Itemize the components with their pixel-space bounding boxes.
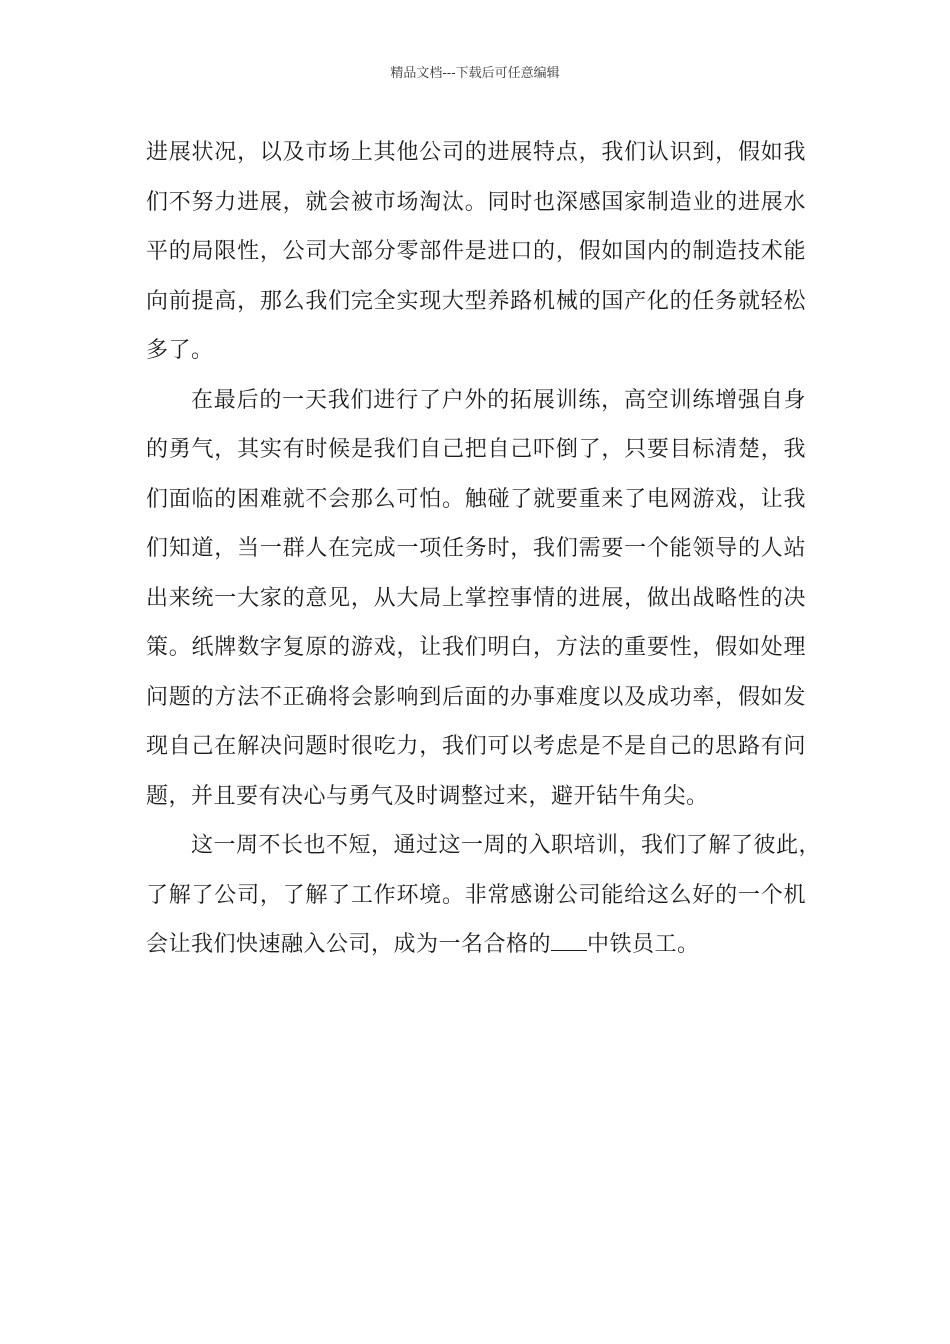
text-segment: 会让我们快速融入公司，成为一名合格的 bbox=[146, 932, 552, 957]
page-header: 精品文档---下载后可任意编辑 bbox=[390, 66, 560, 81]
text-line: 平的局限性，公司大部分零部件是进口的，假如国内的制造技术能 bbox=[146, 239, 806, 264]
text-line: 题，并且要有决心与勇气及时调整过来，避开钻牛角尖。 bbox=[146, 783, 709, 809]
document-body bbox=[146, 128, 822, 970]
text-line bbox=[146, 920, 806, 970]
text-line: 多了。 bbox=[146, 338, 214, 363]
text-line: 向前提高，那么我们完全实现大型养路机械的国产化的任务就轻松 bbox=[146, 288, 806, 314]
text-line: 这一周不长也不短，通过这一周的入职培训，我们了解了彼此， bbox=[191, 833, 822, 858]
text-line: 问题的方法不正确将会影响到后面的办事难度以及成功率，假如发 bbox=[146, 684, 806, 710]
text-line: 策。纸牌数字复原的游戏，让我们明白，方法的重要性，假如处理 bbox=[146, 635, 806, 660]
text-segment: 中铁员工。 bbox=[587, 932, 700, 957]
text-line: 出来统一大家的意见，从大局上掌控事情的进展，做出战略性的决 bbox=[146, 585, 806, 611]
text-line: 进展状况，以及市场上其他公司的进展特点，我们认识到，假如我 bbox=[146, 140, 806, 165]
text-line: 了解了公司，了解了工作环境。非常感谢公司能给这么好的一个机 bbox=[146, 882, 806, 908]
paragraph-3 bbox=[146, 821, 822, 970]
text-line: 在最后的一天我们进行了户外的拓展训练，高空训练增强自身 bbox=[191, 387, 806, 413]
text-line: 们面临的困难就不会那么可怕。触碰了就要重来了电网游戏，让我 bbox=[146, 486, 806, 512]
text-line: 们不努力进展，就会被市场淘汰。同时也深感国家制造业的进展水 bbox=[146, 189, 806, 215]
fill-in-blank bbox=[551, 932, 587, 951]
text-line: 们知道，当一群人在完成一项任务时，我们需要一个能领导的人站 bbox=[146, 536, 806, 561]
paragraph-1 bbox=[146, 128, 806, 376]
text-line: 现自己在解决问题时很吃力，我们可以考虑是不是自己的思路有问 bbox=[146, 734, 806, 759]
text-line: 的勇气，其实有时候是我们自己把自己吓倒了，只要目标清楚，我 bbox=[146, 437, 806, 462]
paragraph-2 bbox=[146, 376, 806, 822]
